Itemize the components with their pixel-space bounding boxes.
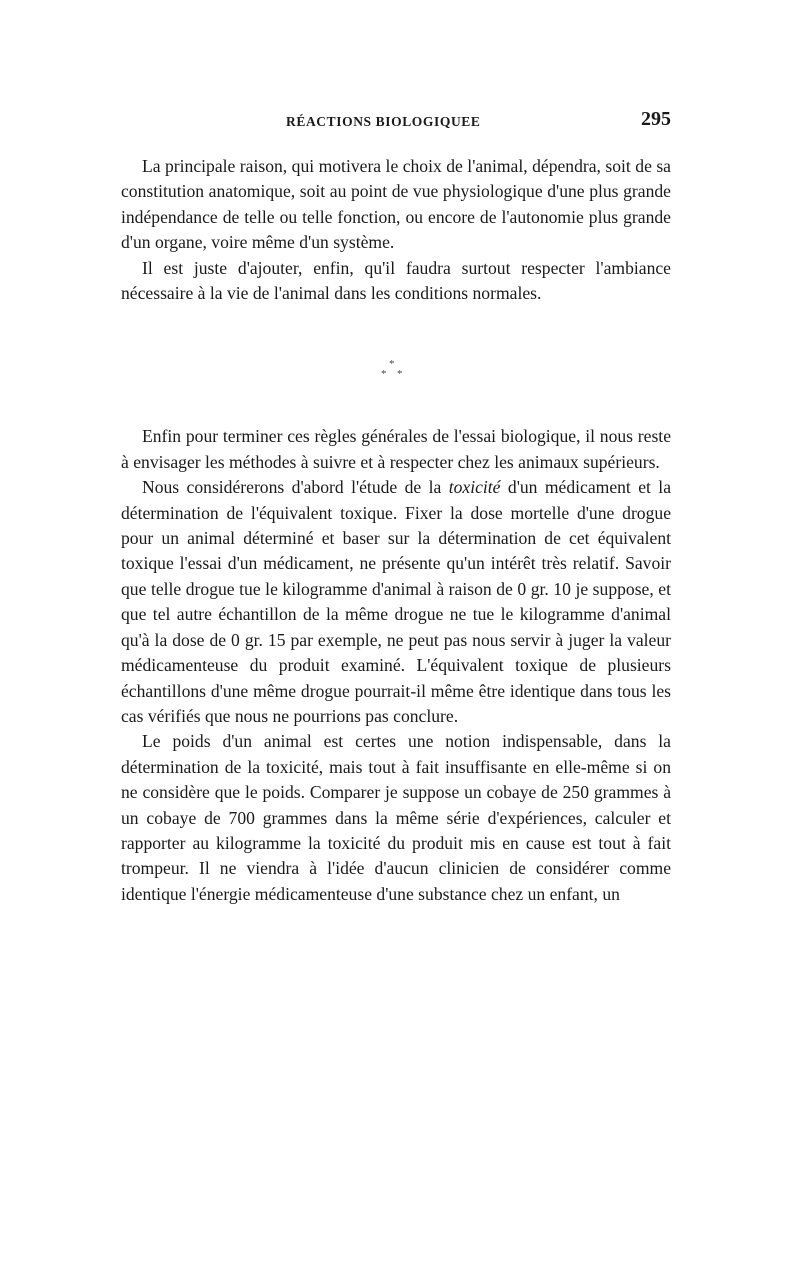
section-separator-asterism bbox=[121, 306, 671, 424]
asterism-star-icon: * bbox=[381, 368, 387, 381]
book-page bbox=[121, 108, 671, 907]
paragraph: Enfin pour terminer ces règles générales de l'essai biologique, il nous reste à envisager les méthodes à suivre et à respecter chez les animaux supérieurs. bbox=[121, 426, 671, 472]
running-title: RÉACTIONS BIOLOGIQUEE bbox=[286, 114, 481, 129]
paragraph bbox=[121, 475, 671, 729]
paragraph-text: d'un médicament et la détermination de l'équivalent toxique. Fixer la dose mortelle d'une drogue pour un animal déterminé et baser sur la détermination de cet équivalent toxique l'essai d'un médicament, ne présente qu'un intérêt très relatif. Savoir que telle drogue tue le kilogramme d'animal à raison de 0 gr. 10 je suppose, et que tel autre échantillon de la même drogue ne tue le kilogramme d'animal qu'à la dose de 0 gr. 15 par exemple, ne peut pas nous servir à juger la valeur médicamenteuse du produit examiné. L'équivalent toxique de plusieurs échantillons d'une même drogue pourrait-il même être identique dans tous les cas vérifiés que nous ne pourrions pas conclure. bbox=[121, 477, 672, 726]
paragraph: La principale raison, qui motivera le choix de l'animal, dépendra, soit de sa constitution anatomique, soit au point de vue physiologique d'une plus grande indépendance de telle ou telle fonction, ou encore de l'autonomie plus grande d'un organe, voire même d'un système. bbox=[121, 156, 671, 253]
emphasis-text: toxicité bbox=[448, 477, 501, 498]
paragraph-text: Nous considérerons d'abord l'étude de la bbox=[142, 477, 449, 498]
asterism-star-icon: * bbox=[397, 368, 403, 381]
text-block-2 bbox=[121, 424, 671, 907]
asterism-star-icon: * bbox=[389, 358, 395, 371]
text-block-1 bbox=[121, 154, 671, 306]
running-head bbox=[121, 108, 671, 138]
paragraph: Il est juste d'ajouter, enfin, qu'il faudra surtout respecter l'ambiance nécessaire à la vie de l'animal dans les conditions normales. bbox=[121, 257, 671, 304]
paragraph: Le poids d'un animal est certes une notion indispensable, dans la détermination de la toxicité, mais tout à fait insuffisante en elle-même si on ne considère que le poids. Comparer je suppose un cobaye de 250 grammes à un cobaye de 700 grammes dans la même série d'expériences, calculer et rapporter au kilogramme la toxicité du produit mis en cause est tout à fait trompeur. Il ne viendra à l'idée d'aucun clinicien de considérer comme identique l'énergie médicamenteuse d'une substance chez un enfant, un bbox=[121, 731, 671, 904]
page-number: 295 bbox=[641, 108, 671, 130]
